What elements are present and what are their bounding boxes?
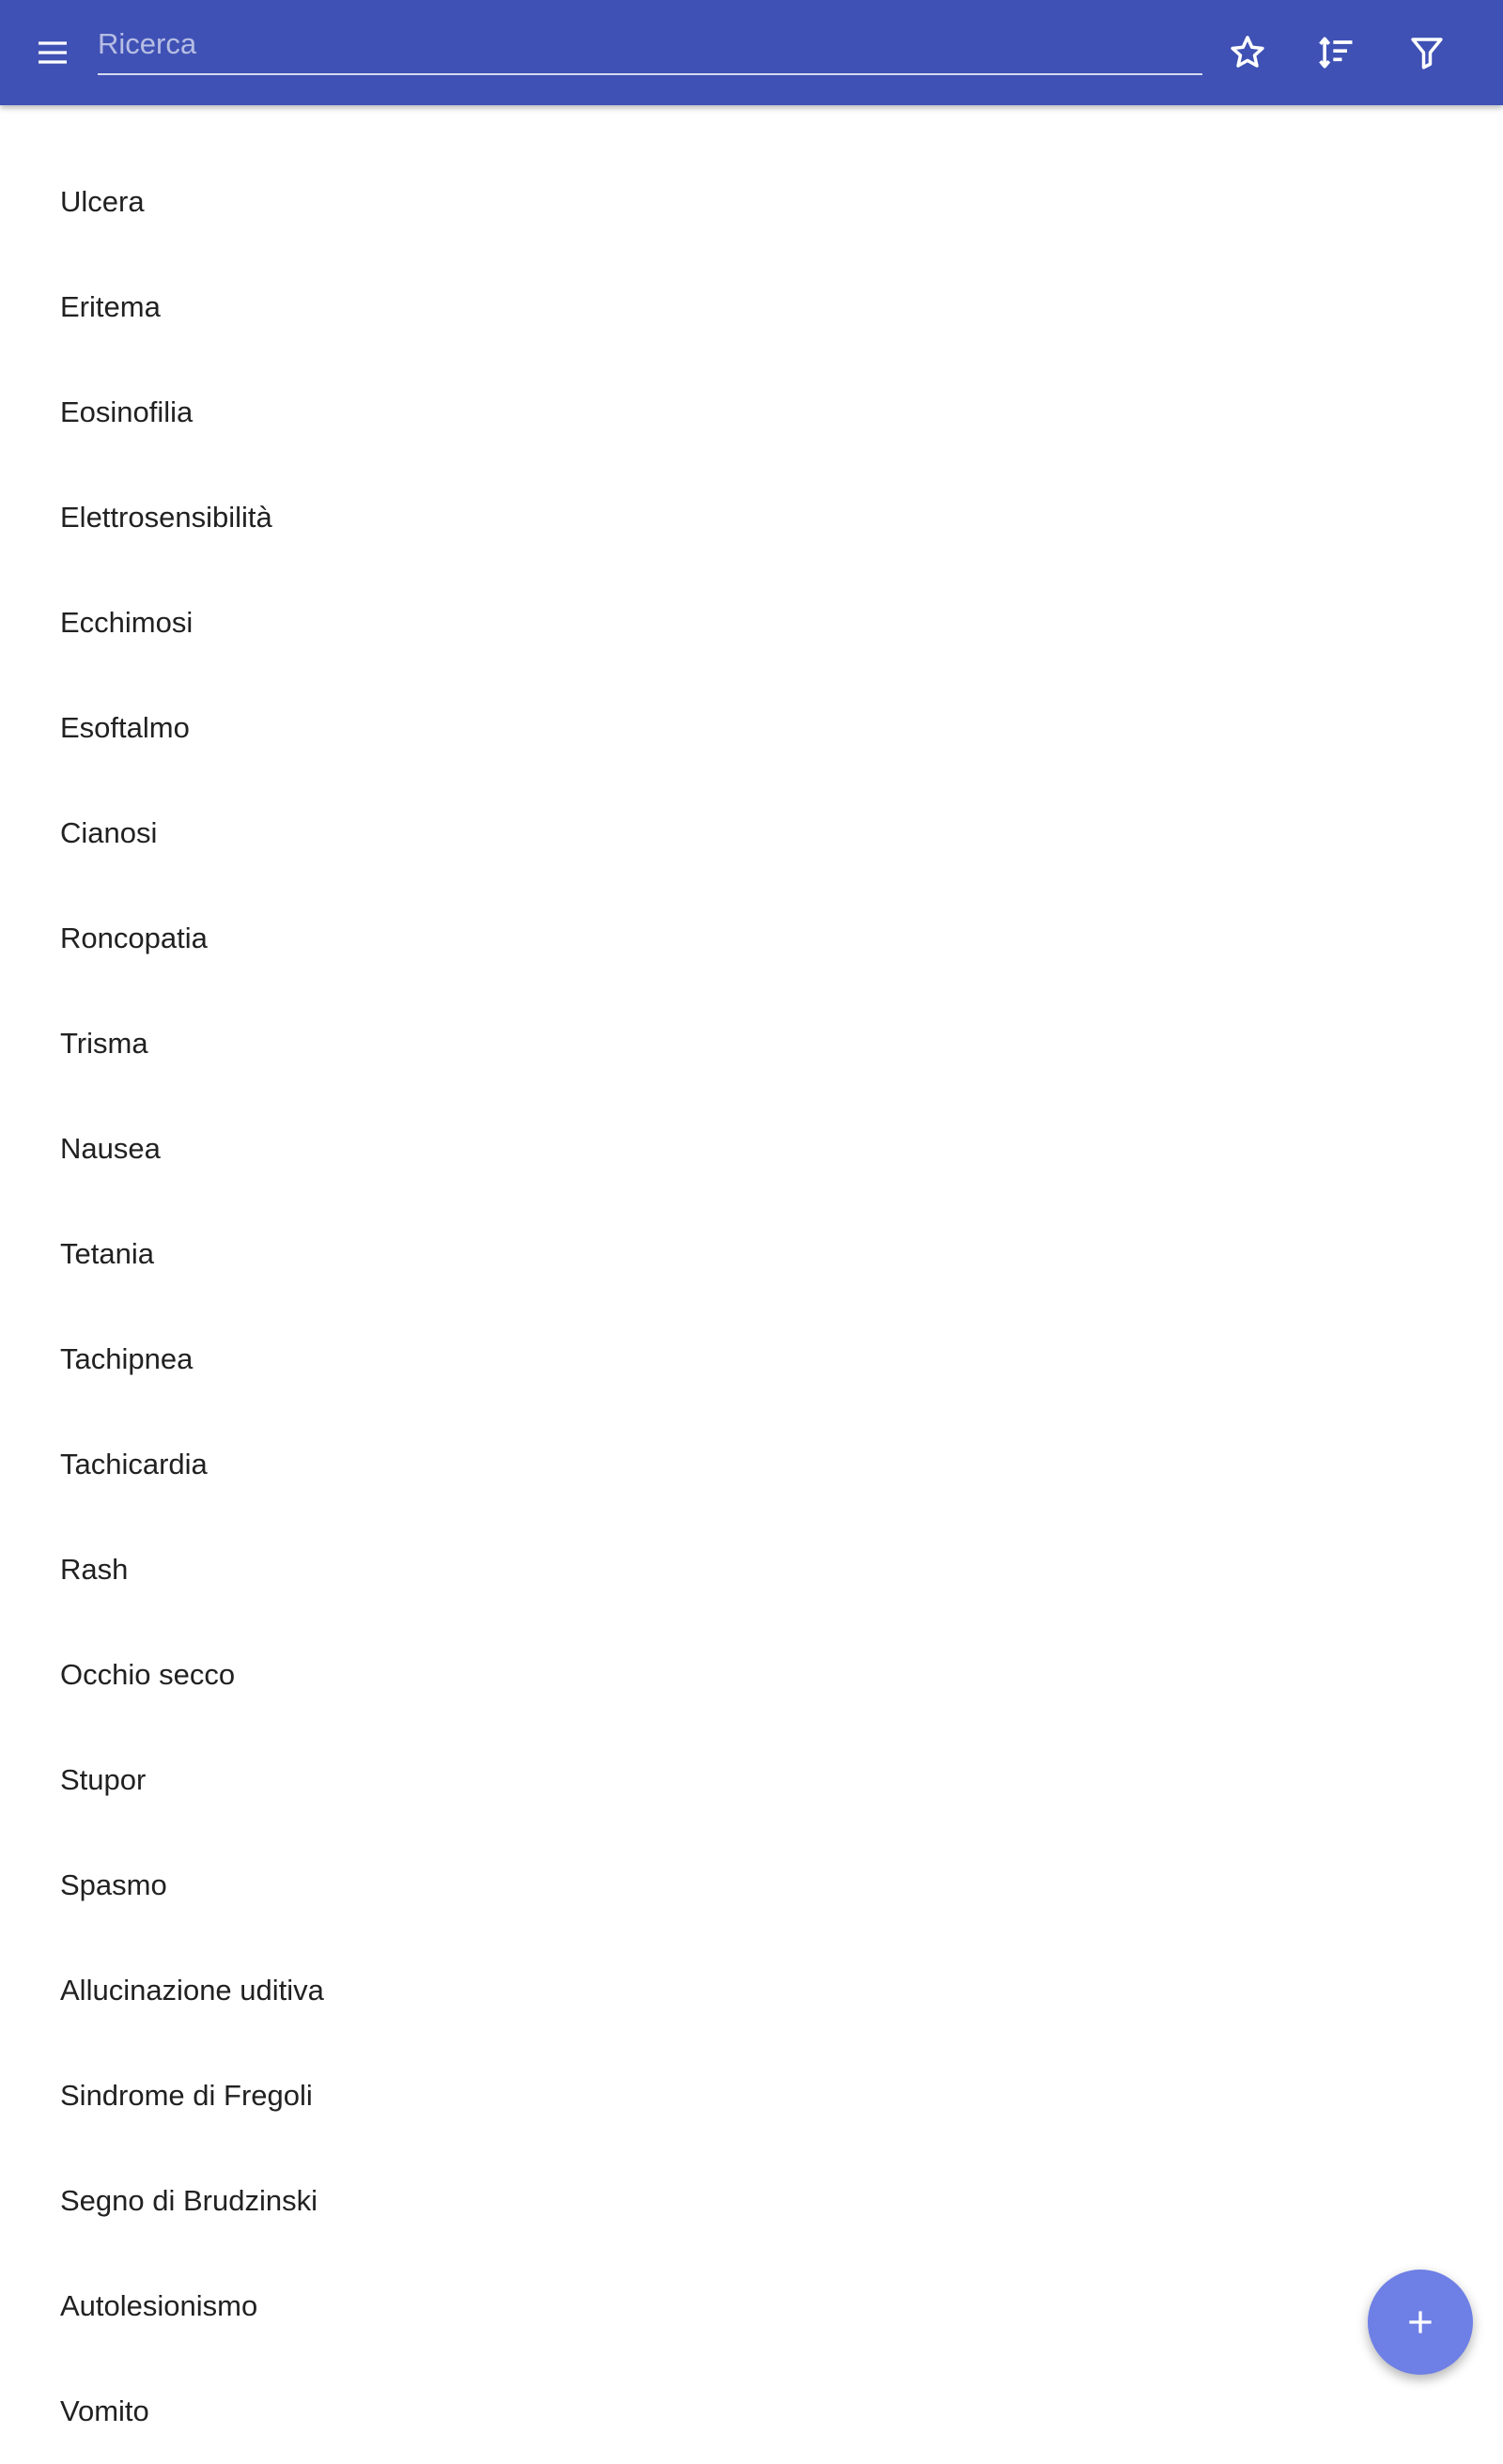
list-item[interactable]: Eritema	[60, 290, 161, 323]
list-item[interactable]: Stupor	[60, 1763, 147, 1796]
menu-button[interactable]	[15, 15, 90, 90]
add-button[interactable]	[1368, 2270, 1473, 2375]
plus-icon	[1402, 2303, 1439, 2341]
filter-button[interactable]	[1389, 15, 1464, 90]
list-item[interactable]: Roncopatia	[60, 922, 208, 954]
list-item[interactable]: Occhio secco	[60, 1658, 236, 1691]
list-item[interactable]: Eosinofilia	[60, 395, 194, 428]
list-item[interactable]: Tetania	[60, 1237, 154, 1270]
list-item[interactable]: Vomito	[60, 2394, 149, 2427]
search-input[interactable]	[98, 17, 1202, 71]
list-item[interactable]: Nausea	[60, 1132, 161, 1165]
list-item[interactable]: Sindrome di Fregoli	[60, 2079, 313, 2112]
list-item[interactable]: Ecchimosi	[60, 606, 194, 639]
list-item[interactable]: Cianosi	[60, 816, 158, 849]
favorites-button[interactable]	[1210, 15, 1285, 90]
top-app-bar	[0, 0, 1503, 105]
list-item[interactable]: Tachicardia	[60, 1448, 208, 1480]
list-item[interactable]: Ulcera	[60, 185, 145, 218]
symptom-list	[0, 149, 1503, 2464]
list-item[interactable]: Tachipnea	[60, 1342, 194, 1375]
list-item[interactable]: Segno di Brudzinski	[60, 2184, 318, 2217]
menu-icon	[34, 34, 71, 71]
sort-icon	[1316, 32, 1357, 73]
list-item[interactable]: Spasmo	[60, 1868, 167, 1901]
sort-button[interactable]	[1299, 15, 1374, 90]
list-item[interactable]: Rash	[60, 1553, 129, 1586]
list-item[interactable]: Elettrosensibilità	[60, 501, 272, 534]
star-outline-icon	[1228, 33, 1267, 72]
list-item[interactable]: Allucinazione uditiva	[60, 1974, 324, 2007]
list-item[interactable]: Trisma	[60, 1027, 148, 1060]
filter-icon	[1407, 33, 1447, 72]
list-item[interactable]: Esoftalmo	[60, 711, 190, 744]
list-item[interactable]: Autolesionismo	[60, 2289, 258, 2322]
search-field[interactable]	[98, 17, 1202, 75]
